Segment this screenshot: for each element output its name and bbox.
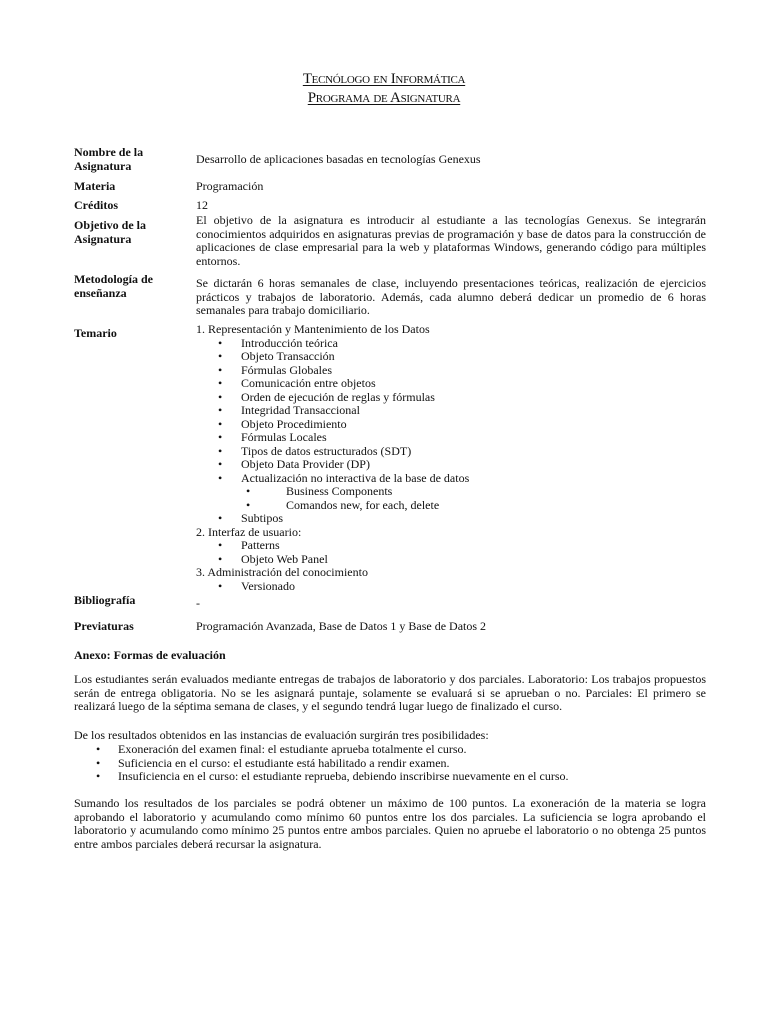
temario-section-2-items — [196, 539, 706, 566]
value-objetivo: El objetivo de la asignatura es introducir al estudiante a las tecnologías Genexus. Se integrarán conocimientos adquiridos en asignaturas previas de programación y base de datos para la construcción de aplicaciones de clase empresarial para la web y plataformas Windows, generando código para múltiples entornos. — [196, 213, 706, 268]
document-title — [0, 70, 768, 108]
label-metodologia: Metodología de enseñanza — [74, 272, 153, 300]
label-bibliografia: Bibliografía — [74, 593, 136, 607]
value-bibliografia: - — [196, 596, 200, 610]
temario-section-1: 1. Representación y Mantenimiento de los Datos — [196, 322, 430, 336]
value-previaturas: Programación Avanzada, Base de Datos 1 y Base de Datos 2 — [196, 619, 487, 633]
list-item: • Patterns — [196, 539, 706, 553]
list-item: • Objeto Transacción — [196, 350, 706, 364]
temario-section-3: 3. Administración del conocimiento — [196, 565, 368, 579]
list-item: • Comunicación entre objetos — [196, 377, 706, 391]
list-item: • Objeto Procedimiento — [196, 418, 706, 432]
anexo-paragraph-2: De los resultados obtenidos en las instancias de evaluación surgirán tres posibilidades: — [74, 728, 489, 742]
anexo-bullet-list — [74, 743, 706, 784]
list-item: • Fórmulas Locales — [196, 431, 706, 445]
label-materia: Materia — [74, 179, 116, 193]
list-item: • Fórmulas Globales — [196, 364, 706, 378]
value-creditos: 12 — [196, 198, 208, 212]
anexo-paragraph-3: Sumando los resultados de los parciales se podrá obtener un máximo de 100 puntos. La exoneración de la materia se logra aprobando el laboratorio y acumulando como mínimo 60 puntos entre los dos parciales. La suficiencia se logra aprobando el laboratorio y acumulando como mínimo 25 puntos entre ambos parciales. Quien no apruebe el laboratorio o no obtenga 25 puntos entre ambos parciales deberá recursar la asignatura. — [74, 796, 706, 851]
list-item: • Versionado — [196, 580, 706, 594]
anexo-title: Anexo: Formas de evaluación — [74, 648, 226, 662]
temario-section-2: 2. Interfaz de usuario: — [196, 524, 302, 539]
list-item: • Actualización no interactiva de la base de datos — [196, 472, 706, 486]
label-objetivo: Objetivo de la Asignatura — [74, 218, 146, 246]
list-item: • Integridad Transaccional — [196, 404, 706, 418]
anexo-paragraph-1: Los estudiantes serán evaluados mediante entregas de trabajos de laboratorio y dos parciales. Laboratorio: Los trabajos propuestos serán de entrega obligatoria. No se les asignará puntaje, solamente se evaluará si se aprueban o no. Parciales: El primero se realizará luego de la séptima semana de clases, y el segundo tendrá lugar luego de finalizado el curso. — [74, 672, 706, 713]
list-item: • Objeto Web Panel — [196, 553, 706, 567]
label-creditos: Créditos — [74, 198, 118, 212]
temario-list — [196, 323, 706, 593]
list-item: • Tipos de datos estructurados (SDT) — [196, 445, 706, 459]
value-metodologia: Se dictarán 6 horas semanales de clase, incluyendo presentaciones teóricas, realización de ejercicios prácticos y trabajos de laboratorio. Además, cada alumno deberá dedicar un promedio de 6 horas semanales para trabajo domiciliario. — [196, 276, 706, 317]
sub-list-item: • Comandos new, for each, delete — [196, 499, 706, 513]
list-item: • Insuficiencia en el curso: el estudiante reprueba, debiendo inscribirse nuevamente en el curso. — [74, 770, 706, 784]
list-item: • Subtipos — [196, 512, 706, 526]
list-item: • Orden de ejecución de reglas y fórmulas — [196, 391, 706, 405]
label-nombre: Nombre de la Asignatura — [74, 145, 144, 173]
list-item: • Objeto Data Provider (DP) — [196, 458, 706, 472]
label-previaturas: Previaturas — [74, 619, 134, 633]
title-line-1: Tecnólogo en Informática — [302, 71, 466, 87]
temario-section-3-items — [196, 580, 706, 594]
list-item: • Introducción teórica — [196, 337, 706, 351]
value-nombre: Desarrollo de aplicaciones basadas en tecnologías Genexus — [196, 152, 481, 166]
sub-list-item: • Business Components — [196, 485, 706, 499]
title-line-2: Programa de Asignatura — [307, 90, 461, 106]
label-temario: Temario — [74, 326, 117, 340]
temario-section-1-items — [196, 337, 706, 526]
list-item: • Exoneración del examen final: el estudiante aprueba totalmente el curso. — [74, 743, 706, 757]
list-item: • Suficiencia en el curso: el estudiante está habilitado a rendir examen. — [74, 757, 706, 771]
value-materia: Programación — [196, 179, 264, 193]
